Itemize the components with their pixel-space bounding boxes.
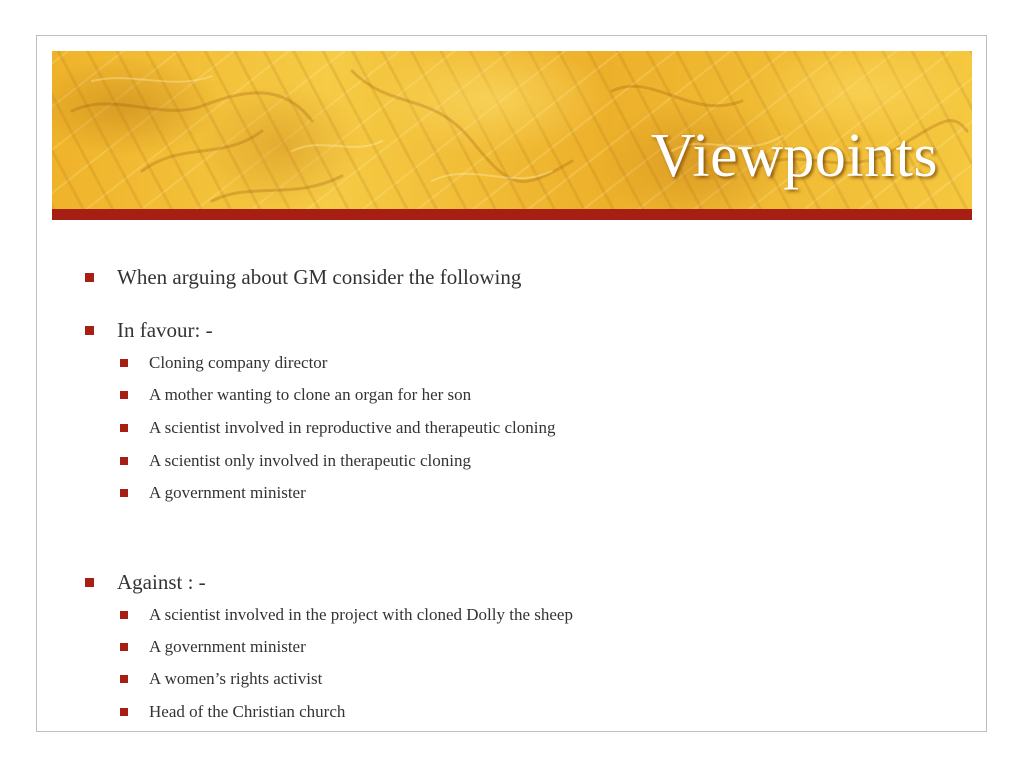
bullet-text: When arguing about GM consider the following xyxy=(117,265,522,289)
sub-bullet-item xyxy=(120,384,471,406)
square-bullet-icon xyxy=(120,611,128,619)
sub-bullet-text: A government minister xyxy=(149,483,306,502)
bullet-item xyxy=(85,569,206,595)
square-bullet-icon xyxy=(120,457,128,465)
square-bullet-icon xyxy=(120,708,128,716)
slide xyxy=(36,35,987,732)
sub-bullet-text: A mother wanting to clone an organ for her son xyxy=(149,385,472,404)
slide-title: Viewpoints xyxy=(650,122,938,190)
sub-bullet-item xyxy=(120,668,322,690)
sub-bullet-text: Head of the Christian church xyxy=(149,702,346,721)
square-bullet-icon xyxy=(120,643,128,651)
sub-bullet-text: A scientist only involved in therapeutic cloning xyxy=(149,451,471,470)
sub-bullet-text: A women’s rights activist xyxy=(149,669,323,688)
square-bullet-icon xyxy=(120,424,128,432)
square-bullet-icon xyxy=(85,273,94,282)
sub-bullet-item xyxy=(120,352,327,374)
sub-bullet-text: Cloning company director xyxy=(149,353,328,372)
sub-bullet-item xyxy=(120,450,471,472)
sub-bullet-item xyxy=(120,417,555,439)
sub-bullet-text: A scientist involved in the project with cloned Dolly the sheep xyxy=(149,605,573,624)
bullet-text: In favour: - xyxy=(117,318,213,342)
sub-bullet-text: A government minister xyxy=(149,637,306,656)
square-bullet-icon xyxy=(85,578,94,587)
sub-bullet-text: A scientist involved in reproductive and therapeutic cloning xyxy=(149,418,556,437)
sub-bullet-item xyxy=(120,701,345,723)
square-bullet-icon xyxy=(120,675,128,683)
sub-bullet-item xyxy=(120,482,306,504)
sub-bullet-item xyxy=(120,636,306,658)
square-bullet-icon xyxy=(85,326,94,335)
square-bullet-icon xyxy=(120,489,128,497)
bullet-list xyxy=(37,36,988,733)
square-bullet-icon xyxy=(120,391,128,399)
bullet-text: Against : - xyxy=(117,570,206,594)
square-bullet-icon xyxy=(120,359,128,367)
sub-bullet-item xyxy=(120,604,573,626)
bullet-item xyxy=(85,317,213,343)
bullet-item xyxy=(85,264,521,290)
